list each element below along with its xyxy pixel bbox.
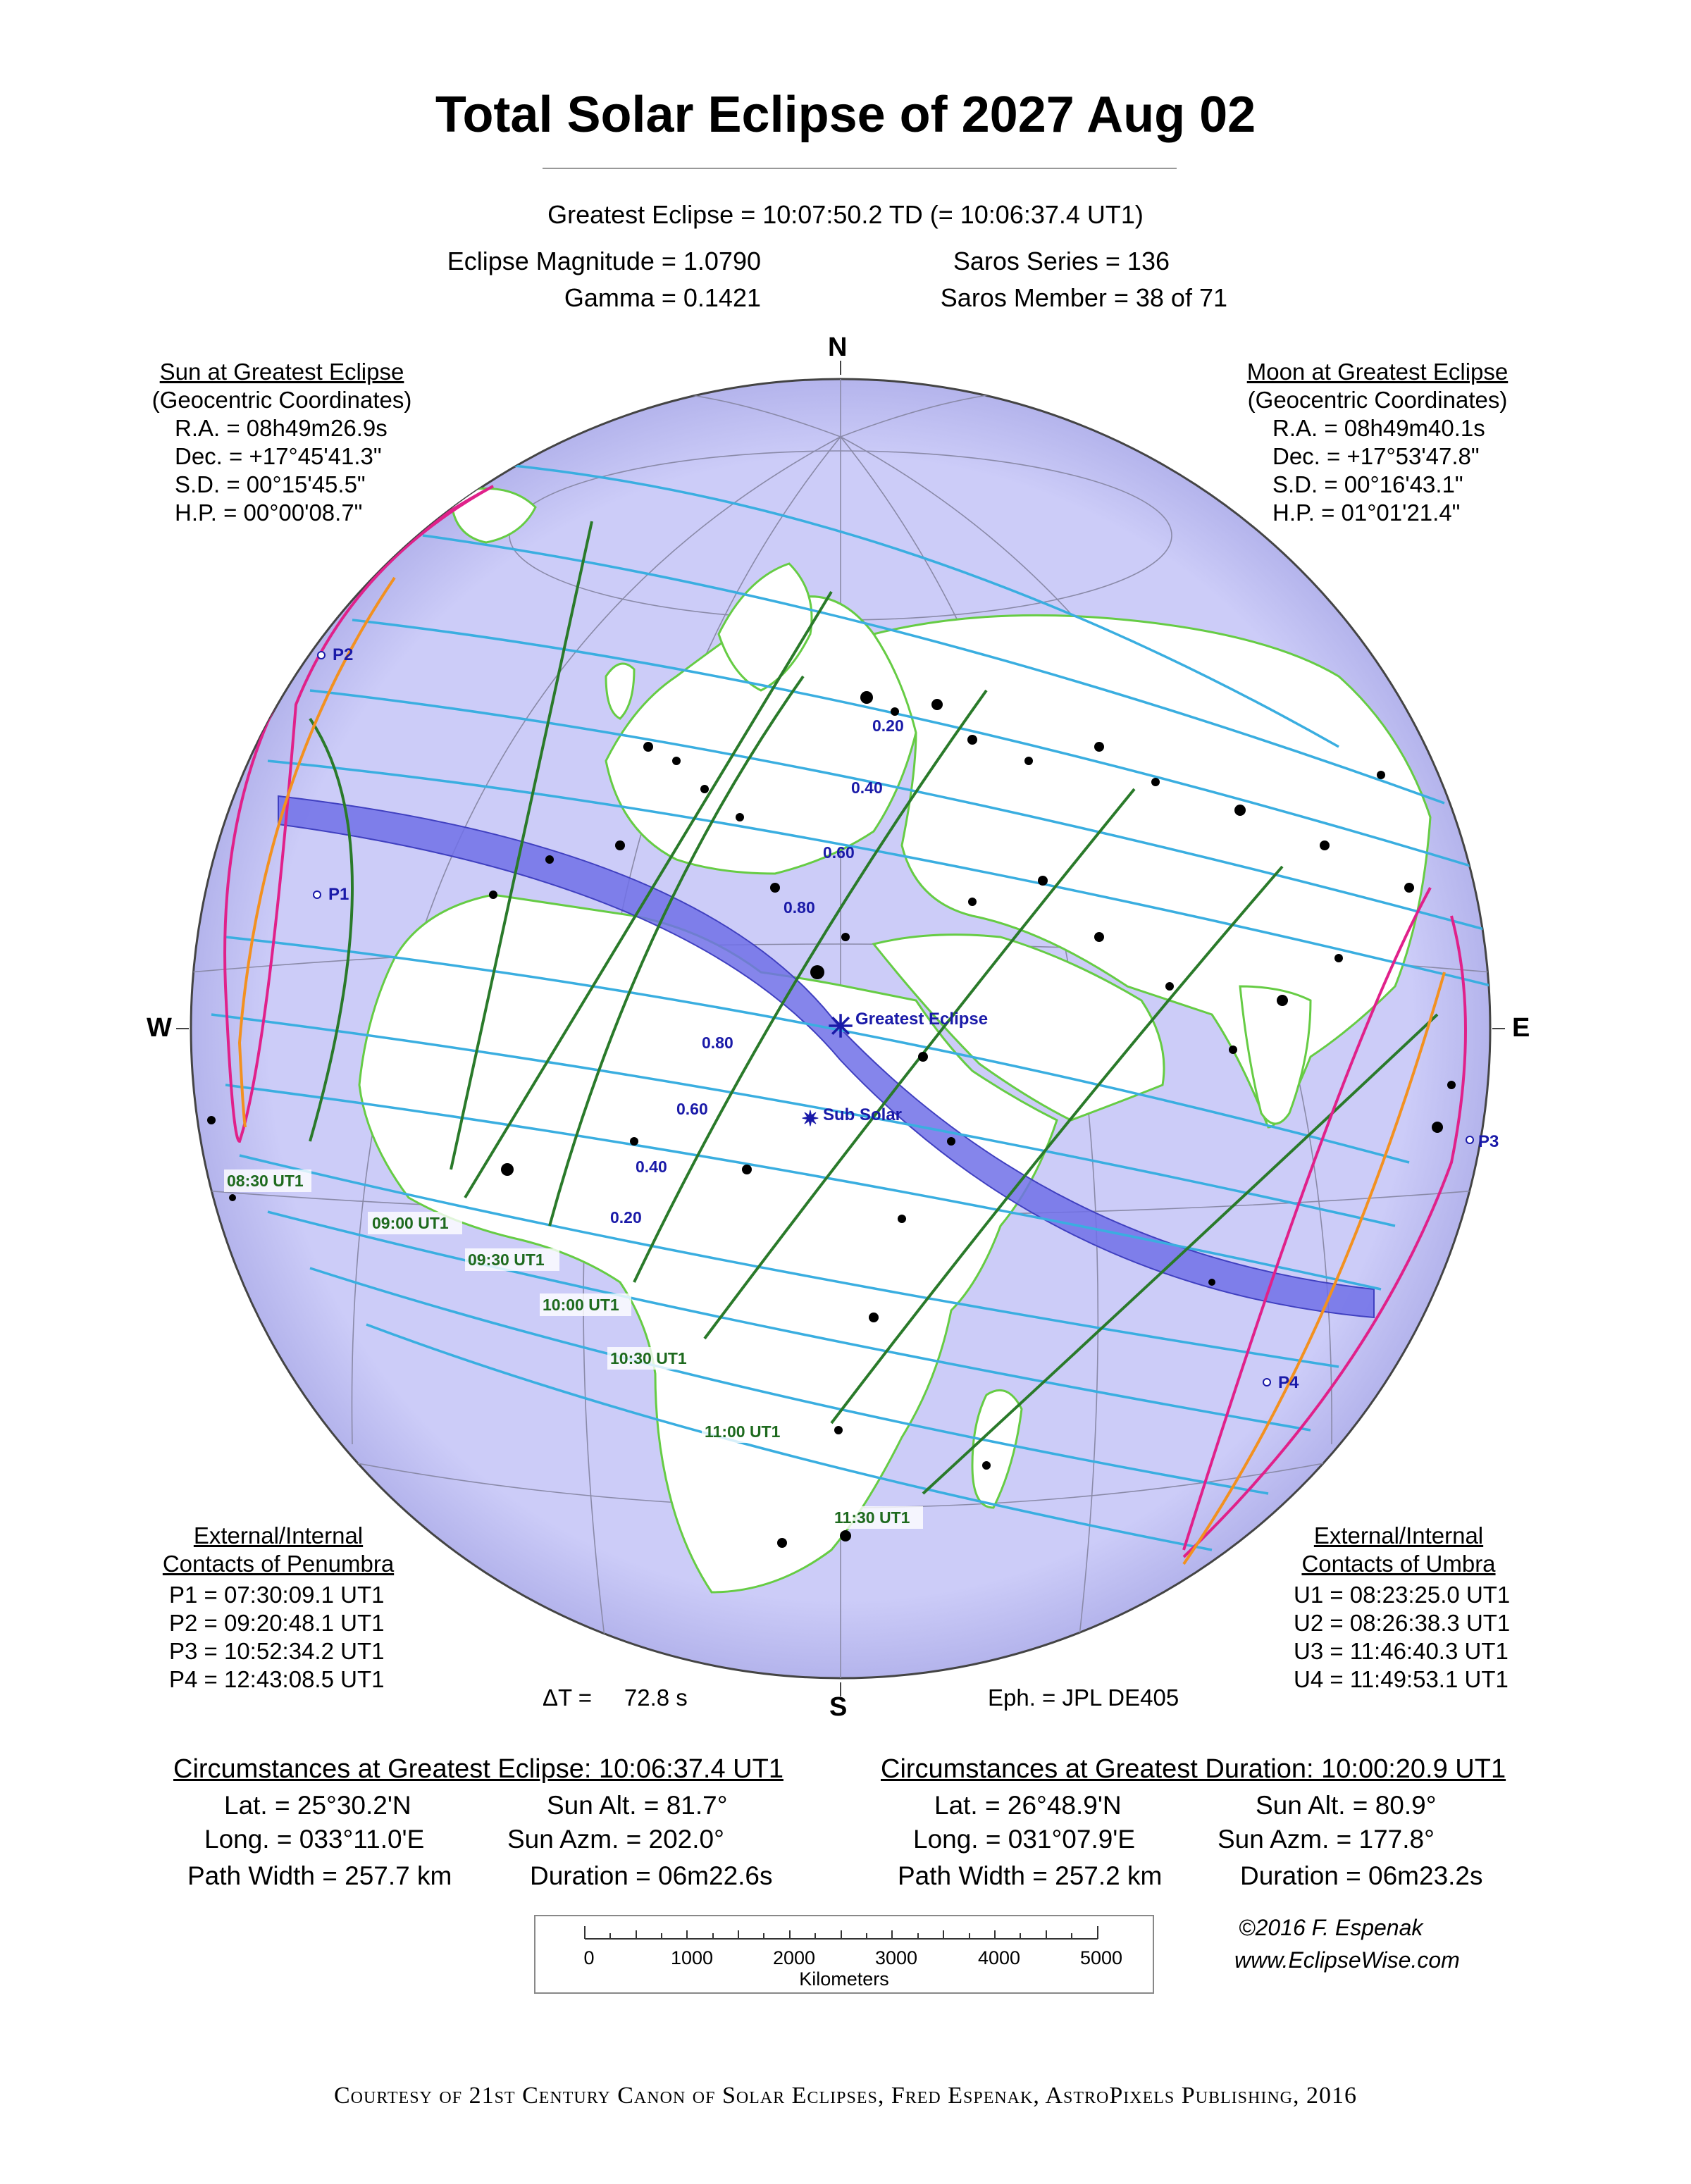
- eclipse-magnitude: Eclipse Magnitude = 1.0790: [447, 247, 761, 275]
- moon-block-heading: Moon at Greatest Eclipse: [1246, 359, 1509, 385]
- scale-unit-label: Kilometers: [799, 1968, 889, 1990]
- umbra-heading-1: External/Internal: [1313, 1522, 1484, 1549]
- time-label: 08:30 UT1: [227, 1172, 304, 1190]
- umbra-u1: U1 = 08:23:25.0 UT1: [1294, 1582, 1511, 1608]
- website: www.EclipseWise.com: [1234, 1947, 1460, 1973]
- scale-bar: [534, 1915, 1154, 1994]
- p1-label: P1: [328, 885, 349, 904]
- time-label: 09:30 UT1: [468, 1251, 545, 1269]
- magnitude-label: 0.20: [872, 716, 904, 735]
- greatest-eclipse-time: Greatest Eclipse = 10:07:50.2 TD (= 10:06:37.4 UT1): [547, 200, 1144, 229]
- scale-tick-label: 0: [583, 1947, 595, 1968]
- page-title: Total Solar Eclipse of 2027 Aug 02: [435, 87, 1256, 143]
- scale-tick-label: 1000: [670, 1947, 714, 1968]
- p3-dot: [1466, 1136, 1473, 1143]
- scale-tick-label: 3000: [874, 1947, 918, 1968]
- magnitude-label: 0.40: [636, 1158, 667, 1176]
- gd-sun-alt: Sun Alt. = 80.9°: [1256, 1791, 1437, 1820]
- circ-greatest-duration-heading: Circumstances at Greatest Duration: 10:00:20.9 UT1: [881, 1754, 1506, 1784]
- ge-duration: Duration = 06m22.6s: [530, 1861, 773, 1890]
- scale-tick-label: 2000: [772, 1947, 816, 1968]
- moon-ra: R.A. = 08h49m40.1s: [1272, 415, 1485, 441]
- umbra-u2: U2 = 08:26:38.3 UT1: [1294, 1610, 1511, 1636]
- sun-block-heading: Sun at Greatest Eclipse: [159, 359, 404, 385]
- compass-west: W: [147, 1013, 172, 1043]
- magnitude-label: 0.80: [783, 898, 815, 917]
- time-label: 09:00 UT1: [372, 1214, 449, 1232]
- penumbra-p4: P4 = 12:43:08.5 UT1: [169, 1666, 385, 1692]
- sun-ra: R.A. = 08h49m26.9s: [175, 415, 388, 441]
- sub-solar-marker: ✷: [801, 1107, 819, 1131]
- ge-long: Long. = 033°11.0'E: [204, 1825, 425, 1854]
- umbra-heading-2: Contacts of Umbra: [1301, 1551, 1496, 1577]
- penumbra-p1: P1 = 07:30:09.1 UT1: [169, 1582, 385, 1608]
- compass-north: N: [828, 333, 848, 362]
- time-label: 10:30 UT1: [610, 1349, 687, 1367]
- time-label: 10:00 UT1: [543, 1296, 619, 1314]
- magnitude-label: 0.60: [676, 1100, 708, 1118]
- ge-sun-azm: Sun Azm. = 202.0°: [507, 1825, 724, 1854]
- penumbra-heading-2: Contacts of Penumbra: [162, 1551, 395, 1577]
- saros-member: Saros Member = 38 of 71: [940, 283, 1227, 312]
- magnitude-label: 0.40: [851, 778, 883, 797]
- scale-tick-label: 5000: [1079, 1947, 1123, 1968]
- p4-dot: [1263, 1379, 1270, 1386]
- p3-label: P3: [1478, 1132, 1499, 1151]
- sun-hp: H.P. = 00°00'08.7": [175, 500, 363, 526]
- compass-east: E: [1512, 1013, 1530, 1043]
- ge-path-width: Path Width = 257.7 km: [187, 1861, 452, 1890]
- penumbra-p3: P3 = 10:52:34.2 UT1: [169, 1638, 385, 1664]
- moon-dec: Dec. = +17°53'47.8": [1272, 443, 1480, 469]
- magnitude-label: 0.20: [610, 1208, 642, 1227]
- gd-sun-azm: Sun Azm. = 177.8°: [1218, 1825, 1435, 1854]
- p2-dot: [318, 652, 325, 659]
- ge-lat: Lat. = 25°30.2'N: [224, 1791, 411, 1820]
- sub-solar-label: Sub Solar: [823, 1105, 903, 1124]
- penumbra-block: [141, 1522, 416, 1578]
- gd-duration: Duration = 06m23.2s: [1240, 1861, 1483, 1890]
- penumbra-p2: P2 = 09:20:48.1 UT1: [169, 1610, 385, 1636]
- penumbra-contacts: [169, 1581, 384, 1694]
- copyright: ©2016 F. Espenak: [1239, 1915, 1423, 1940]
- umbra-u3: U3 = 11:46:40.3 UT1: [1294, 1638, 1509, 1664]
- p1-dot: [314, 891, 321, 898]
- p2-label: P2: [333, 645, 354, 664]
- time-label: 11:30 UT1: [834, 1508, 910, 1527]
- greatest-eclipse-marker: ✳: [827, 1010, 854, 1044]
- compass-south: S: [829, 1692, 848, 1722]
- gd-lat: Lat. = 26°48.9'N: [934, 1791, 1122, 1820]
- moon-sd: S.D. = 00°16'43.1": [1272, 471, 1463, 497]
- p4-label: P4: [1278, 1373, 1299, 1392]
- gd-path-width: Path Width = 257.2 km: [898, 1861, 1163, 1890]
- time-label: 11:00 UT1: [705, 1422, 781, 1441]
- scale-bar-ticks: [535, 1916, 1153, 1992]
- scale-tick-label: 4000: [977, 1947, 1021, 1968]
- sun-sd: S.D. = 00°15'45.5": [175, 471, 366, 497]
- moon-hp: H.P. = 01°01'21.4": [1272, 500, 1461, 526]
- circ-greatest-eclipse-heading: Circumstances at Greatest Eclipse: 10:06:37.4 UT1: [173, 1754, 783, 1784]
- moon-block-subheading: (Geocentric Coordinates): [1247, 387, 1508, 413]
- sun-dec: Dec. = +17°45'41.3": [175, 443, 382, 469]
- courtesy-line: Courtesy of 21st Century Canon of Solar Eclipses, Fred Espenak, AstroPixels Publishing, 2016: [333, 2083, 1358, 2109]
- ge-sun-alt: Sun Alt. = 81.7°: [547, 1791, 728, 1820]
- greatest-eclipse-label: Greatest Eclipse: [855, 1010, 989, 1029]
- gamma-value: Gamma = 0.1421: [564, 283, 761, 312]
- saros-series: Saros Series = 136: [953, 247, 1170, 275]
- ephemeris: Eph. = JPL DE405: [988, 1684, 1179, 1711]
- penumbra-heading-1: External/Internal: [193, 1522, 364, 1549]
- magnitude-label: 0.80: [702, 1034, 733, 1052]
- sun-block-subheading: (Geocentric Coordinates): [151, 387, 412, 413]
- umbra-contacts: [1294, 1581, 1510, 1694]
- umbra-block: [1282, 1522, 1515, 1578]
- umbra-u4: U4 = 11:49:53.1 UT1: [1294, 1666, 1509, 1692]
- gd-long: Long. = 031°07.9'E: [913, 1825, 1136, 1854]
- delta-t: ΔT = 72.8 s: [543, 1684, 688, 1711]
- magnitude-label: 0.60: [823, 843, 855, 862]
